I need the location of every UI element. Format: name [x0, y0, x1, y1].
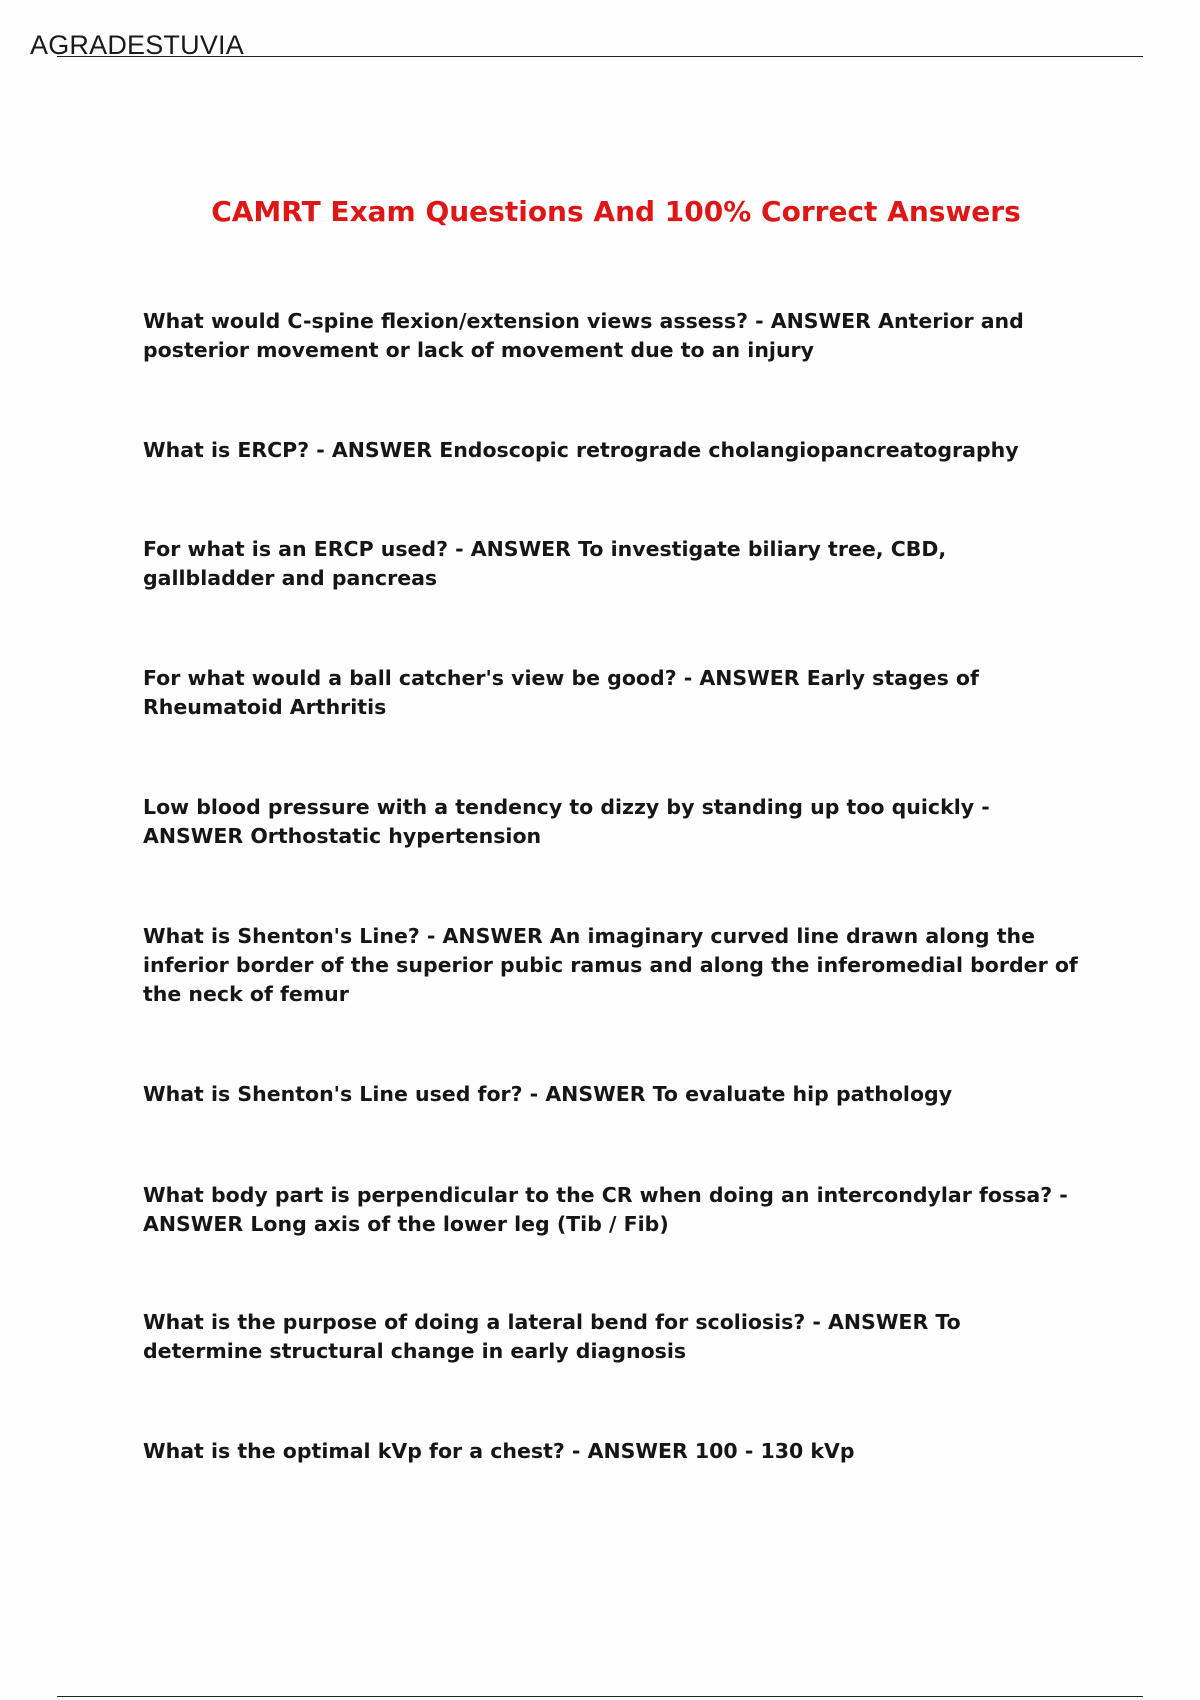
- footer-rule: [57, 1696, 1143, 1697]
- qa-item-6: What is Shenton's Line? - ANSWER An imaginary curved line drawn along the inferior border of the superior pubic ramus and along the inferomedial border of the neck of femur: [143, 924, 1078, 1006]
- qa-item-8: What body part is perpendicular to the CR when doing an intercondylar fossa? - ANSWER Long axis of the lower leg (Tib / Fib): [143, 1183, 1068, 1236]
- qa-item-3: For what is an ERCP used? - ANSWER To investigate biliary tree, CBD, gallbladder and pancreas: [143, 537, 947, 590]
- qa-item-7: What is Shenton's Line used for? - ANSWER To evaluate hip pathology: [143, 1082, 953, 1106]
- qa-item-2: What is ERCP? - ANSWER Endoscopic retrograde cholangiopancreatography: [143, 438, 1019, 462]
- qa-item-1: What would C-spine flexion/extension views assess? - ANSWER Anterior and posterior movement or lack of movement due to an injury: [143, 309, 1024, 362]
- document-title: CAMRT Exam Questions And 100% Correct Answers: [211, 195, 1021, 228]
- qa-item-4: For what would a ball catcher's view be good? - ANSWER Early stages of Rheumatoid Arthritis: [143, 666, 979, 719]
- qa-item-9: What is the purpose of doing a lateral bend for scoliosis? - ANSWER To determine structural change in early diagnosis: [143, 1310, 961, 1363]
- header-brand: AGRADESTUVIA: [30, 30, 244, 60]
- header-rule: [57, 56, 1143, 57]
- qa-item-5: Low blood pressure with a tendency to dizzy by standing up too quickly - ANSWER Orthostatic hypertension: [143, 795, 990, 848]
- qa-item-10: What is the optimal kVp for a chest? - ANSWER 100 - 130 kVp: [143, 1439, 855, 1463]
